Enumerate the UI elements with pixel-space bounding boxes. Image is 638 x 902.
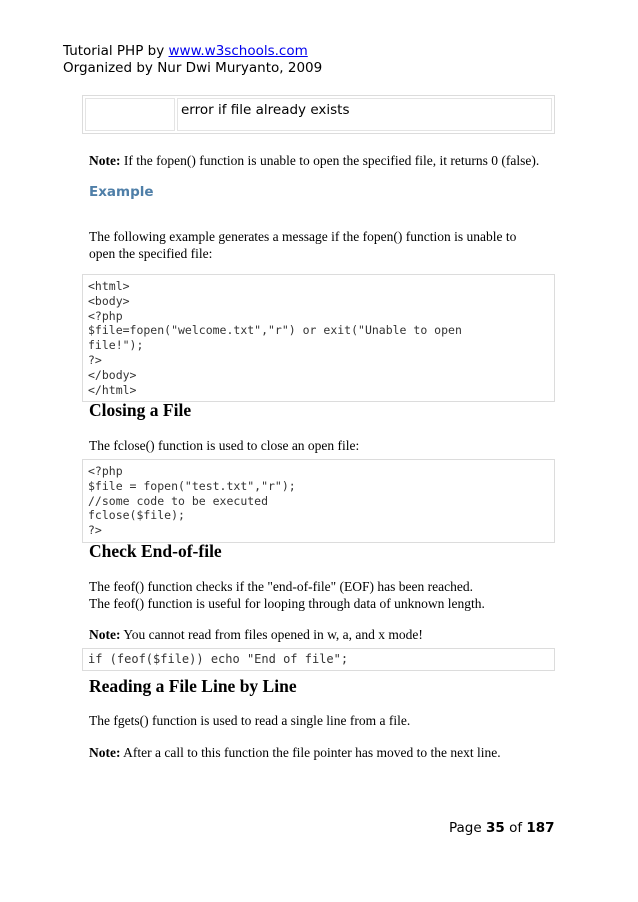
code-line: file!"); (88, 338, 144, 353)
code-line: $file = fopen("test.txt","r"); (88, 478, 296, 493)
total-pages: 187 (526, 820, 555, 836)
header-line-1 (63, 43, 322, 60)
note-label: Note: (89, 627, 121, 642)
heading-closing-a-file: Closing a File (89, 400, 192, 420)
table-cell-empty (85, 98, 175, 131)
header-prefix: Tutorial PHP by (63, 43, 169, 59)
w3schools-link[interactable]: www.w3schools.com (168, 43, 308, 59)
code-line: </html> (88, 382, 137, 397)
code-line: ?> (88, 523, 102, 538)
code-line: </body> (88, 367, 137, 382)
page-header (63, 43, 322, 77)
page-footer: Page 35 of 187 (449, 820, 555, 836)
heading-reading-line-by-line: Reading a File Line by Line (89, 676, 297, 696)
note-text: After a call to this function the file pointer has moved to the next line. (120, 745, 501, 760)
page-number: 35 (485, 820, 505, 836)
example-description: The following example generates a message if the fopen() function is unable to open the specified file: (89, 229, 517, 261)
code-block-example (82, 274, 555, 402)
note-fopen (89, 152, 549, 169)
note-eof (89, 626, 549, 643)
code-line: $file=fopen("welcome.txt","r") or exit("Unable to open (88, 323, 462, 338)
code-line: ?> (88, 352, 102, 367)
note-label: Note: (89, 153, 121, 168)
header-line-2: Organized by Nur Dwi Muryanto, 2009 (63, 60, 323, 76)
code-line: <body> (88, 293, 130, 308)
code-line: <?php (88, 308, 123, 323)
table-cell-description: error if file already exists (177, 98, 552, 131)
note-text: You cannot read from files opened in w, a, and x mode! (120, 627, 423, 642)
closing-text: The fclose() function is used to close an open file: (89, 438, 360, 453)
note-fgets (89, 744, 549, 761)
note-label: Note: (89, 745, 121, 760)
table-fragment (82, 95, 555, 134)
code-block-closing (82, 459, 555, 543)
example-heading: Example (89, 184, 154, 200)
code-line: if (feof($file)) echo "End of file"; (88, 652, 349, 666)
eof-text: The feof() function checks if the "end-of-file" (EOF) has been reached. The feof() function is useful for looping through data of unknown length. (89, 579, 485, 611)
note-text: If the fopen() function is unable to open the specified file, it returns 0 (false). (120, 153, 540, 168)
code-line: //some code to be executed (88, 493, 269, 508)
code-line: <?php (88, 464, 123, 478)
code-line: <html> (88, 279, 130, 293)
code-line: fclose($file); (88, 508, 185, 523)
code-block-eof (82, 648, 555, 671)
reading-text: The fgets() function is used to read a single line from a file. (89, 713, 411, 728)
heading-check-end-of-file: Check End-of-file (89, 541, 222, 561)
